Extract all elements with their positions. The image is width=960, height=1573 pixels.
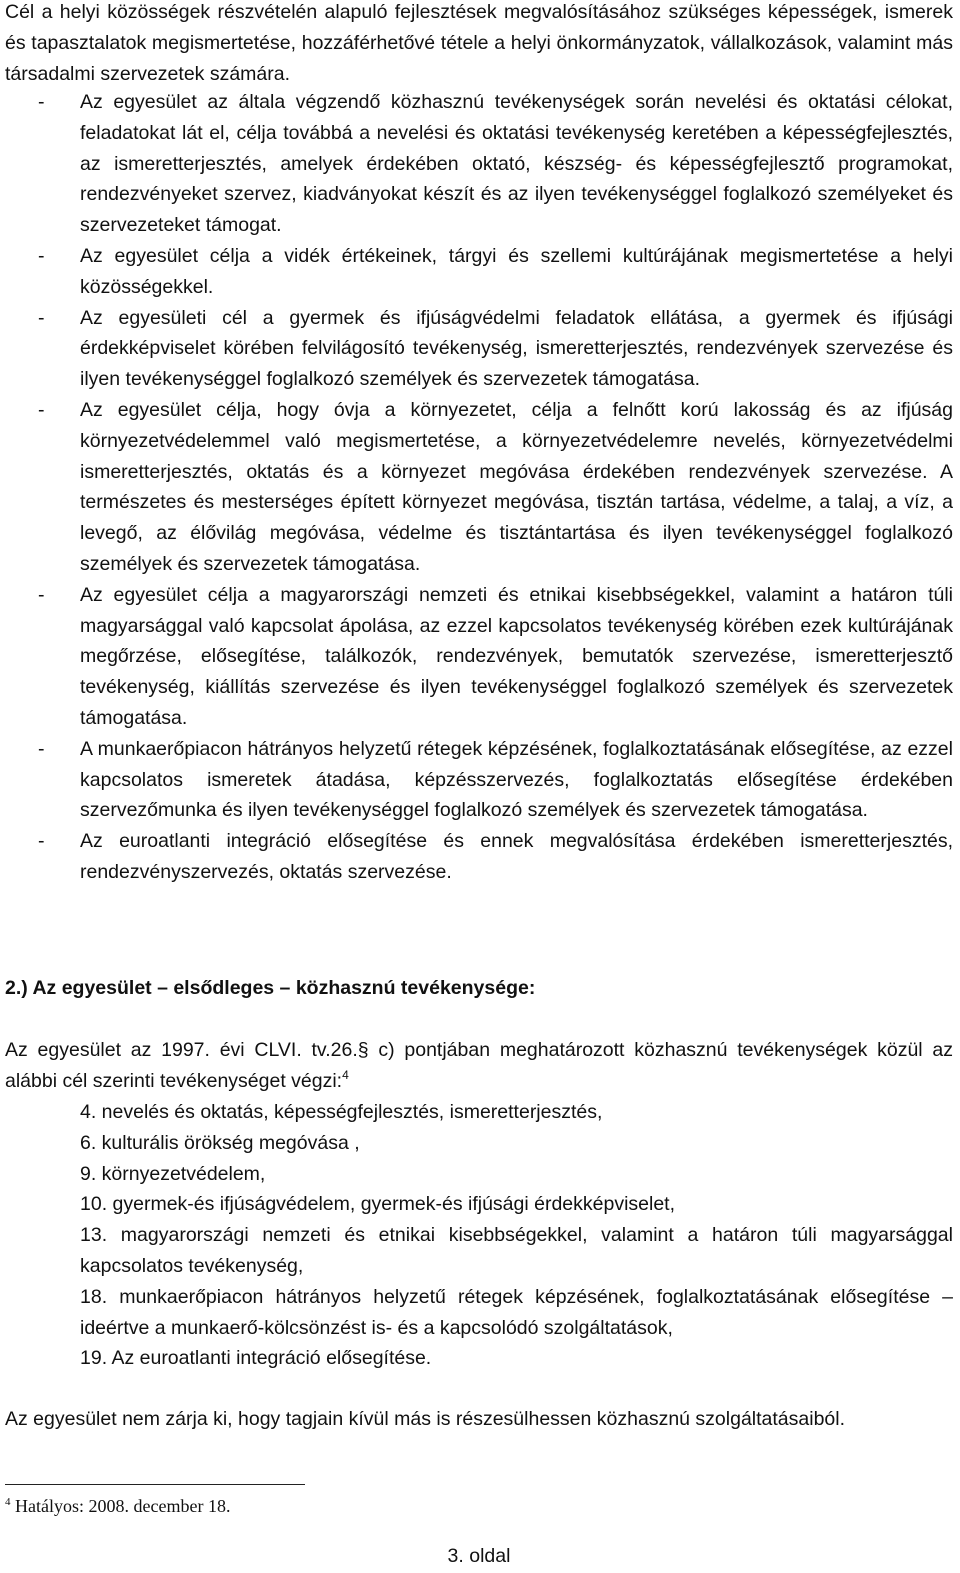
list-item (5, 395, 953, 580)
list-item-text: Az egyesület az általa végzendő közhasznú tevékenységek során nevelési és oktatási célokat, feladatokat lát el, célja továbbá a nevelési és oktatási tevékenység keretében a képességfejlesztés, az ismeretterjesztés, amelyek érdekében oktató, készség- és képességfejlesztő programokat, rendezvényeket szervez, kiadványokat készít és az ilyen tevékenységgel foglalkozó személyeket és szervezeteket támogat. (80, 91, 953, 237)
footnote-text: Hatályos: 2008. december 18. (15, 1496, 231, 1516)
section-heading: 2.) Az egyesület – elsődleges – közhasznú tevékenysége: (5, 977, 536, 999)
bullet-dash: - (38, 398, 45, 421)
bullet-dash: - (38, 830, 45, 853)
list-item (5, 580, 953, 734)
list-item: 19. Az euroatlanti integráció elősegítése. (80, 1347, 432, 1370)
list-item-text: Az euroatlanti integráció elősegítése és ennek megvalósítása érdekében ismeretterjesztés, rendezvényszervezés, oktatás szervezése. (80, 830, 953, 883)
page-number: 3. oldal (447, 1545, 511, 1567)
list-item (5, 303, 953, 395)
list-item: 10. gyermek-és ifjúságvédelem, gyermek-és ifjúsági érdekképviselet, (80, 1193, 676, 1216)
list-item-text: Az egyesületi cél a gyermek és ifjúságvédelmi feladatok ellátása, a gyermek és ifjúsági érdekképviselet körében felvilágosító tevékenység, ismeretterjesztés, rendezvények szervezése és ilyen tevékenységgel foglalkozó személyek és szervezetek támogatása. (80, 306, 953, 391)
list-item-text: A munkaerőpiacon hátrányos helyzetű rétegek képzésének, foglalkoztatásának elősegítése, az ezzel kapcsolatos ismeretek átadása, képzésszervezés, foglalkoztatás elősegítése érdekében szervezőmunka és ilyen tevékenységgel foglalkozó személyek és szervezetek támogatása. (80, 737, 953, 822)
list-item: 4. nevelés és oktatás, képességfejlesztés, ismeretterjesztés, (80, 1101, 603, 1123)
bullet-dash: - (38, 737, 45, 760)
footnote-reference[interactable]: 4 (342, 1067, 349, 1082)
list-item: 18. munkaerőpiacon hátrányos helyzetű rétegek képzésének, foglalkoztatásának elősegítése –ideértve a munkaerő-kölcsönzést is- és a kapcsolódó szolgáltatások, (80, 1285, 953, 1339)
footnote (5, 1494, 230, 1518)
bullet-dash: - (38, 583, 45, 606)
bullet-dash: - (38, 244, 45, 267)
closing-paragraph: Az egyesület nem zárja ki, hogy tagjain kívül más is részesülhessen közhasznú szolgáltatásaiból. (5, 1408, 846, 1430)
bullet-dash: - (38, 306, 45, 329)
activities-intro-text: Az egyesület az 1997. évi CLVI. tv.26.§ c) pontjában meghatározott közhasznú tevékenységek közül az alábbi cél szerinti tevékenységet végzi: (5, 1039, 953, 1092)
list-item (5, 734, 953, 826)
activities-intro-paragraph (5, 1035, 953, 1097)
intro-paragraph: Cél a helyi közösségek részvételén alapuló fejlesztések megvalósításához szükséges képességek, ismerek és tapasztalatok megismertetése, hozzáférhetővé tétele a helyi önkormányzatok, vállalkozások, valamint más társadalmi szervezetek számára. (5, 1, 953, 85)
list-item (5, 826, 953, 888)
bullet-dash: - (38, 91, 45, 113)
goals-list (5, 87, 953, 888)
list-item: 9. környezetvédelem, (80, 1162, 266, 1185)
activities-list (5, 1097, 953, 1374)
footnote-number: 4 (5, 1496, 11, 1508)
list-item: 6. kulturális örökség megóvása , (80, 1131, 360, 1154)
list-item (5, 241, 953, 303)
list-item (5, 87, 953, 241)
footnote-divider (5, 1484, 305, 1485)
list-item-text: Az egyesület célja a magyarországi nemzeti és etnikai kisebbségekkel, valamint a határon túli magyarsággal való kapcsolat ápolása, az ezzel kapcsolatos tevékenység körében ezek kultúrájának megőrzése, elősegítése, találkozók, rendezvények, bemutatók szervezése, ismeretterjesztő tevékenység, kiállítás szervezése és ilyen tevékenységgel foglalkozó személyek és szervezetek támogatása. (80, 583, 953, 729)
list-item-text: Az egyesület célja a vidék értékeinek, tárgyi és szellemi kultúrájának megismertetése a helyi közösségekkel. (80, 244, 953, 298)
list-item: 13. magyarországi nemzeti és etnikai kisebbségekkel, valamint a határon túli magyarsággal kapcsolatos tevékenység, (80, 1224, 953, 1277)
list-item-text: Az egyesület célja, hogy óvja a környezetet, célja a felnőtt korú lakosság és az ifjúság környezetvédelemmel való megismertetése, a környezetvédelemre nevelés, környezetvédelmi ismeretterjesztés, oktatás és a környezet megóvása érdekében rendezvények szervezése. A természetes és mesterséges épített környezet megóvása, tisztán tartása, védelme, a talaj, a víz, a levegő, az élővilág megóvása, védelme és tisztántartása és ilyen tevékenységgel foglalkozó személyek és szervezetek támogatása. (80, 398, 953, 575)
